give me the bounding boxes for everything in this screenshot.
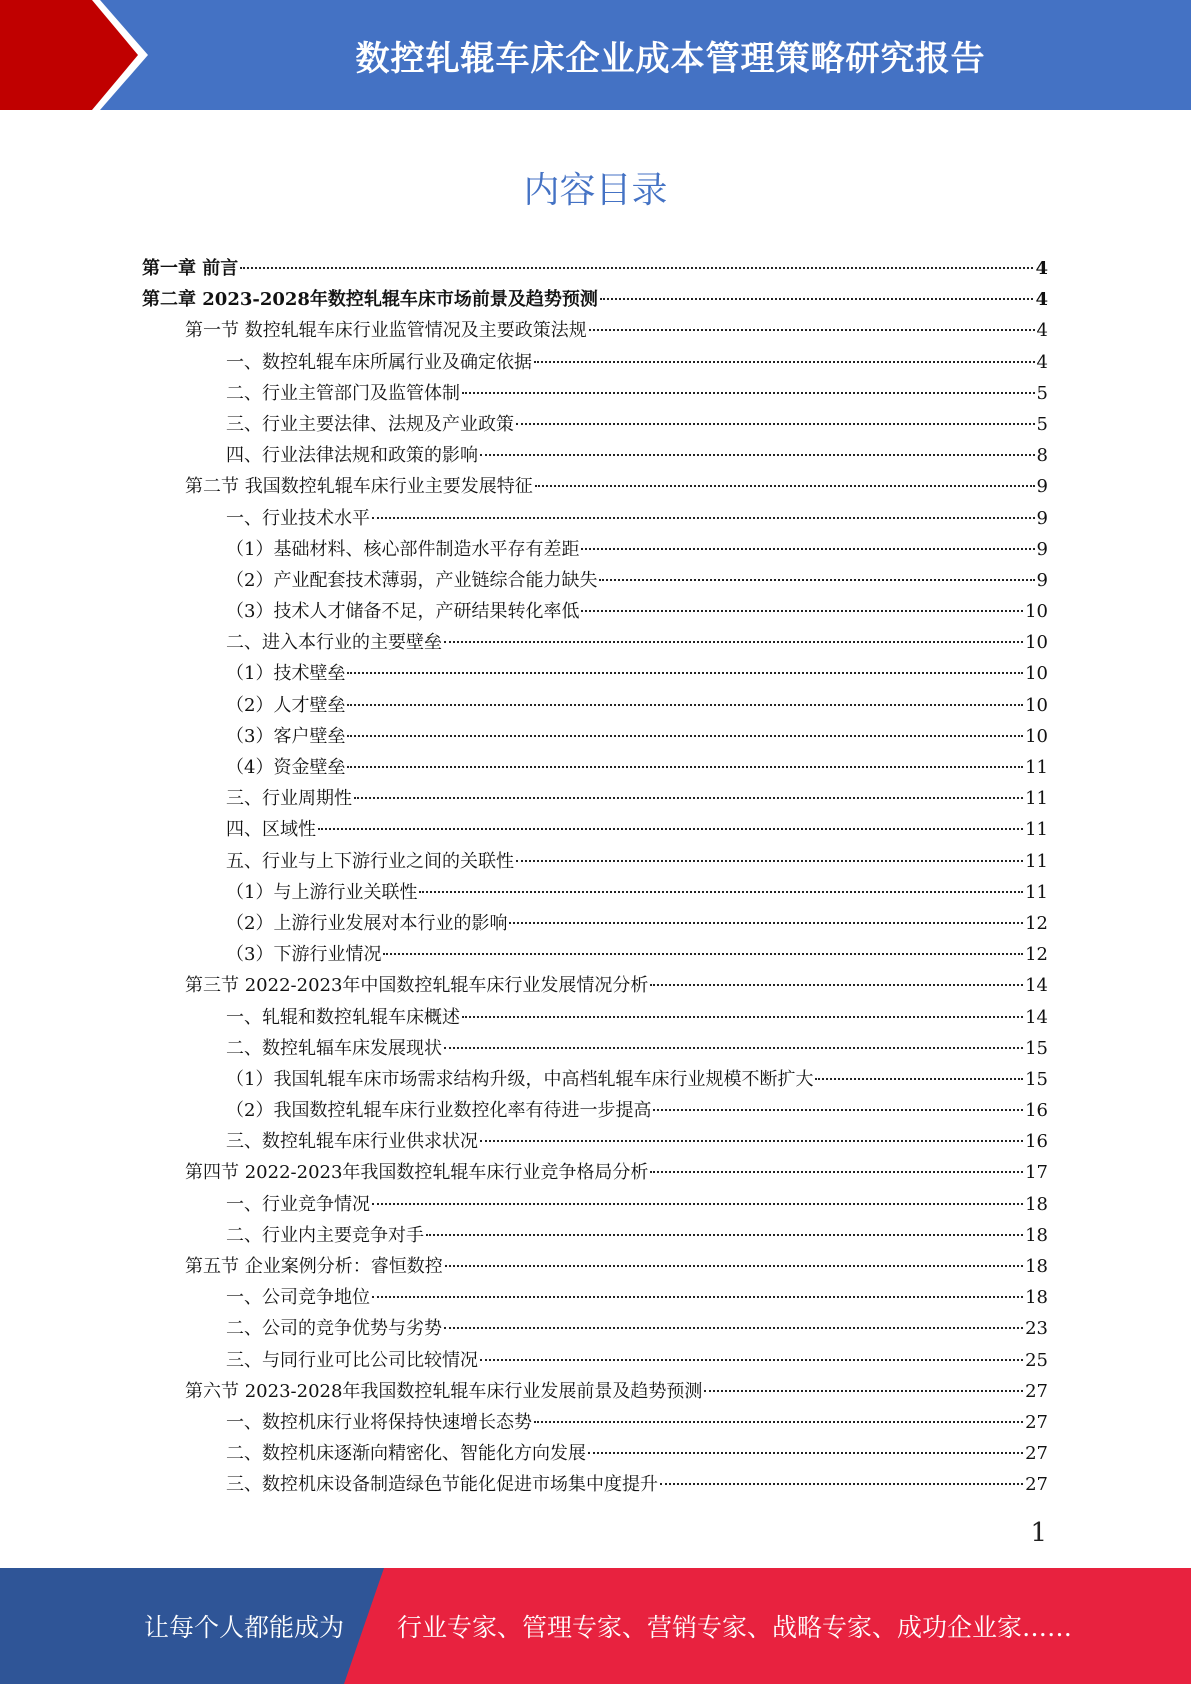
toc-dot-leader: [372, 517, 1035, 519]
toc-dot-leader: [815, 1078, 1023, 1080]
toc-entry-page: 9: [1036, 507, 1048, 529]
toc-entry-title: 第三节 2022-2023年中国数控轧辊车床行业发展情况分析: [185, 975, 649, 997]
toc-dot-leader: [347, 735, 1023, 737]
toc-entry-page: 27: [1025, 1474, 1048, 1496]
toc-entry[interactable]: [142, 1345, 1048, 1376]
toc-entry[interactable]: [142, 1376, 1048, 1407]
toc-dot-leader: [383, 953, 1023, 955]
toc-entry-page: 10: [1025, 663, 1048, 685]
toc-dot-leader: [660, 1483, 1023, 1485]
toc-entry-title: 三、与同行业可比公司比较情况: [226, 1349, 478, 1371]
toc-entry[interactable]: [142, 1157, 1048, 1188]
toc-entry[interactable]: [142, 1220, 1048, 1251]
toc-entry[interactable]: [142, 627, 1048, 658]
toc-entry[interactable]: [142, 721, 1048, 752]
toc-entry-title: 第六节 2023-2028年我国数控轧辊车床行业发展前景及趋势预测: [185, 1380, 703, 1402]
toc-entry-page: 15: [1025, 1037, 1048, 1059]
toc-entry[interactable]: [142, 284, 1048, 315]
toc-entry-title: 一、行业技术水平: [226, 507, 370, 529]
toc-entry[interactable]: [142, 1033, 1048, 1064]
toc-dot-leader: [650, 1171, 1023, 1173]
toc-entry-title: 二、行业内主要竞争对手: [226, 1224, 424, 1246]
toc-dot-leader: [347, 766, 1023, 768]
toc-entry-page: 11: [1025, 819, 1048, 841]
toc-entry-page: 27: [1025, 1411, 1048, 1433]
toc-dot-leader: [600, 298, 1034, 300]
toc-entry-page: 9: [1036, 476, 1048, 498]
toc-entry-title: （1）与上游行业关联性: [226, 881, 418, 903]
toc-entry-title: 一、数控轧辊车床所属行业及确定依据: [226, 351, 532, 373]
toc-entry-page: 8: [1036, 445, 1048, 467]
footer-slogan-left: 让每个人都能成为: [144, 1613, 345, 1642]
toc-entry-title: 第一章 前言: [142, 258, 239, 279]
header-arrow-decoration: [0, 0, 160, 110]
toc-entry-page: 14: [1025, 1006, 1048, 1028]
toc-entry-title: 第五节 企业案例分析：睿恒数控: [185, 1256, 443, 1277]
toc-entry-page: 12: [1025, 944, 1048, 966]
toc-entry[interactable]: [142, 1126, 1048, 1157]
toc-dot-leader: [444, 641, 1023, 643]
toc-entry-page: 12: [1025, 912, 1048, 934]
toc-entry-page: 14: [1025, 975, 1048, 997]
toc-entry[interactable]: [142, 440, 1048, 471]
toc-dot-leader: [318, 828, 1023, 830]
table-of-contents: [142, 253, 1048, 1501]
toc-dot-leader: [419, 891, 1023, 893]
toc-entry[interactable]: [142, 378, 1048, 409]
toc-dot-leader: [354, 797, 1023, 799]
toc-entry-page: 4: [1036, 320, 1048, 342]
toc-entry-title: 一、轧辊和数控轧辊车床概述: [226, 1006, 460, 1028]
toc-entry-title: （2）人才壁垒: [226, 694, 346, 716]
toc-entry-title: （1）基础材料、核心部件制造水平存有差距: [226, 538, 580, 560]
toc-entry[interactable]: [142, 1407, 1048, 1438]
toc-entry[interactable]: [142, 1095, 1048, 1126]
toc-entry[interactable]: [142, 1064, 1048, 1095]
toc-entry-title: 五、行业与上下游行业之间的关联性: [226, 850, 514, 872]
toc-entry-title: 四、区域性: [226, 819, 316, 841]
toc-entry-page: 11: [1025, 757, 1048, 778]
toc-entry-title: 三、数控轧辊车床行业供求状况: [226, 1131, 478, 1153]
toc-entry-title: 第一节 数控轧辊车床行业监管情况及主要政策法规: [185, 320, 587, 342]
toc-entry[interactable]: [142, 1282, 1048, 1313]
toc-dot-leader: [480, 1359, 1023, 1361]
footer-banner: [0, 1568, 1191, 1684]
toc-entry[interactable]: [142, 534, 1048, 565]
toc-dot-leader: [462, 1016, 1023, 1018]
toc-entry-page: 4: [1035, 289, 1048, 311]
toc-dot-leader: [650, 984, 1023, 986]
toc-entry[interactable]: [142, 347, 1048, 378]
toc-entry-page: 9: [1036, 538, 1048, 560]
toc-entry[interactable]: [142, 1469, 1048, 1500]
toc-entry[interactable]: [142, 1251, 1048, 1282]
toc-entry[interactable]: [142, 908, 1048, 939]
toc-entry[interactable]: [142, 783, 1048, 814]
toc-entry[interactable]: [142, 814, 1048, 845]
toc-entry[interactable]: [142, 939, 1048, 970]
toc-entry-title: 三、行业主要法律、法规及产业政策: [226, 413, 514, 435]
toc-entry-title: 第四节 2022-2023年我国数控轧辊车床行业竞争格局分析: [185, 1162, 649, 1184]
toc-entry[interactable]: [142, 503, 1048, 534]
toc-entry-page: 10: [1025, 632, 1048, 654]
toc-dot-leader: [426, 1234, 1023, 1236]
toc-dot-leader: [534, 361, 1035, 363]
toc-dot-leader: [347, 672, 1023, 674]
toc-entry-page: 9: [1036, 569, 1048, 591]
toc-dot-leader: [704, 1390, 1023, 1392]
toc-entry-page: 10: [1025, 725, 1048, 747]
toc-entry-title: （3）客户壁垒: [226, 725, 346, 747]
toc-entry-page: 11: [1025, 788, 1048, 810]
toc-entry[interactable]: [142, 253, 1048, 284]
toc-entry-page: 5: [1036, 413, 1048, 435]
toc-entry-page: 27: [1025, 1380, 1048, 1402]
toc-entry-title: 四、行业法律法规和政策的影响: [226, 445, 478, 467]
toc-entry[interactable]: [142, 1313, 1048, 1344]
toc-entry[interactable]: [142, 565, 1048, 596]
toc-entry-title: 第二节 我国数控轧辊车床行业主要发展特征: [185, 476, 533, 498]
toc-entry-title: （3）技术人才储备不足，产研结果转化率低: [226, 601, 580, 623]
toc-entry-title: 一、数控机床行业将保持快速增长态势: [226, 1411, 532, 1433]
toc-entry-page: 15: [1025, 1068, 1048, 1090]
toc-entry[interactable]: [142, 877, 1048, 908]
toc-entry-title: 第二章 2023-2028年数控轧辊车床市场前景及趋势预测: [142, 289, 598, 311]
toc-dot-leader: [480, 1140, 1023, 1142]
toc-entry-page: 16: [1025, 1131, 1048, 1153]
toc-entry-page: 18: [1025, 1256, 1048, 1277]
toc-dot-leader: [581, 548, 1034, 550]
toc-dot-leader: [372, 1203, 1023, 1205]
toc-entry-page: 25: [1025, 1349, 1048, 1371]
toc-dot-leader: [240, 267, 1033, 269]
toc-entry[interactable]: [142, 315, 1048, 346]
toc-dot-leader: [534, 1421, 1023, 1423]
toc-dot-leader: [599, 579, 1034, 581]
page-number: 1: [1030, 1518, 1047, 1548]
toc-entry[interactable]: [142, 596, 1048, 627]
toc-entry[interactable]: [142, 1189, 1048, 1220]
toc-entry-title: （4）资金壁垒: [226, 757, 346, 778]
toc-dot-leader: [588, 1452, 1023, 1454]
toc-entry-page: 5: [1036, 382, 1048, 404]
toc-entry-title: 二、数控轧辐车床发展现状: [226, 1037, 442, 1059]
toc-entry[interactable]: [142, 658, 1048, 689]
report-title: 数控轧辊车床企业成本管理策略研究报告: [355, 38, 986, 79]
toc-dot-leader: [444, 1327, 1023, 1329]
toc-entry-title: 二、公司的竞争优势与劣势: [226, 1318, 442, 1340]
toc-entry-title: （2）产业配套技术薄弱，产业链综合能力缺失: [226, 569, 598, 591]
toc-entry-title: （2）我国数控轧辊车床行业数控化率有待进一步提高: [226, 1100, 652, 1122]
toc-entry-page: 18: [1025, 1224, 1048, 1246]
toc-dot-leader: [347, 704, 1023, 706]
toc-entry-page: 17: [1025, 1162, 1048, 1184]
toc-dot-leader: [516, 860, 1023, 862]
toc-entry-page: 10: [1025, 694, 1048, 716]
toc-dot-leader: [581, 610, 1023, 612]
toc-dot-leader: [462, 392, 1035, 394]
toc-entry-title: 二、行业主管部门及监管体制: [226, 382, 460, 404]
toc-entry[interactable]: [142, 1002, 1048, 1033]
toc-heading: 内容目录: [523, 170, 668, 211]
toc-entry-title: 二、进入本行业的主要壁垒: [226, 632, 442, 654]
toc-dot-leader: [589, 329, 1035, 331]
toc-entry[interactable]: [142, 752, 1048, 783]
toc-dot-leader: [516, 423, 1035, 425]
toc-entry-title: （3）下游行业情况: [226, 944, 382, 966]
toc-entry-title: 二、数控机床逐渐向精密化、智能化方向发展: [226, 1443, 586, 1465]
toc-entry-page: 18: [1025, 1193, 1048, 1215]
toc-entry-title: （1）我国轧辊车床市场需求结构升级，中高档轧辊车床行业规模不断扩大: [226, 1068, 814, 1090]
toc-entry-page: 4: [1035, 258, 1048, 279]
toc-dot-leader: [535, 485, 1035, 487]
toc-entry[interactable]: [142, 846, 1048, 877]
toc-entry-title: 一、行业竞争情况: [226, 1193, 370, 1215]
toc-entry-page: 11: [1025, 850, 1048, 872]
toc-entry-title: 三、行业周期性: [226, 788, 352, 810]
toc-dot-leader: [372, 1296, 1023, 1298]
toc-entry-title: （1）技术壁垒: [226, 663, 346, 685]
toc-entry-page: 16: [1025, 1100, 1048, 1122]
toc-entry-title: （2）上游行业发展对本行业的影响: [226, 912, 508, 934]
toc-entry[interactable]: [142, 690, 1048, 721]
toc-entry[interactable]: [142, 409, 1048, 440]
toc-entry-page: 10: [1025, 601, 1048, 623]
toc-entry[interactable]: [142, 1438, 1048, 1469]
toc-entry-page: 11: [1025, 881, 1048, 903]
toc-entry[interactable]: [142, 970, 1048, 1001]
toc-dot-leader: [509, 922, 1023, 924]
toc-entry-page: 27: [1025, 1443, 1048, 1465]
toc-dot-leader: [653, 1109, 1023, 1111]
toc-entry-title: 一、公司竞争地位: [226, 1287, 370, 1309]
toc-dot-leader: [444, 1047, 1023, 1049]
toc-entry-page: 18: [1025, 1287, 1048, 1309]
footer-slogan-right: 行业专家、管理专家、营销专家、战略专家、成功企业家……: [397, 1613, 1073, 1642]
header-banner: [0, 0, 1191, 110]
toc-dot-leader: [445, 1265, 1023, 1267]
toc-entry[interactable]: [142, 471, 1048, 502]
toc-dot-leader: [480, 454, 1035, 456]
toc-entry-page: 23: [1025, 1318, 1048, 1340]
toc-entry-page: 4: [1036, 351, 1048, 373]
toc-entry-title: 三、数控机床设备制造绿色节能化促进市场集中度提升: [226, 1474, 658, 1496]
